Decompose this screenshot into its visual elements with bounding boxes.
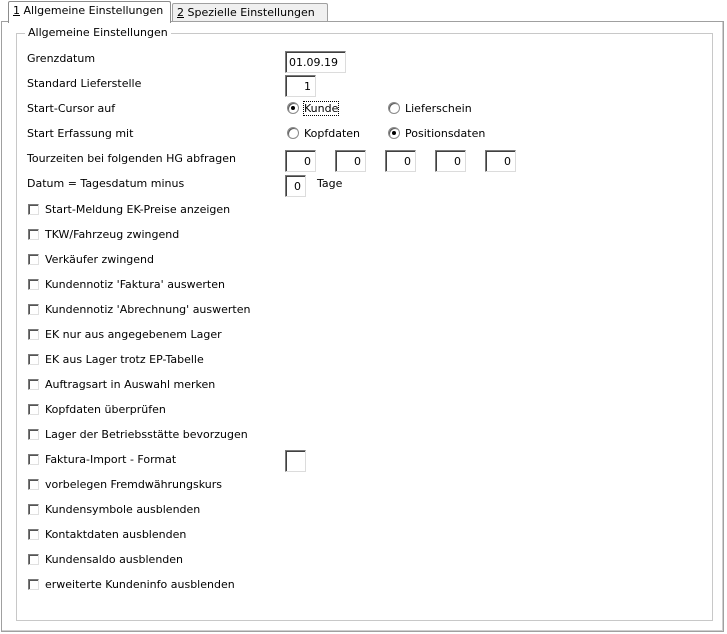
radio-positionsdaten[interactable] <box>388 127 400 139</box>
checkbox-label[interactable]: Faktura-Import - Format <box>45 453 177 466</box>
tourzeit-field-5[interactable]: 0 <box>485 150 516 172</box>
tab-label: Allgemeine Einstellungen <box>20 4 164 17</box>
tourzeiten-label: Tourzeiten bei folgenden HG abfragen <box>27 152 236 165</box>
tourzeit-field-1[interactable]: 0 <box>285 150 316 172</box>
group-title: Allgemeine Einstellungen <box>25 26 171 39</box>
checkbox-ek-ep-tabelle[interactable] <box>28 354 39 365</box>
radio-lieferschein-label[interactable]: Lieferschein <box>405 102 472 115</box>
checkbox-label[interactable]: Kundensymbole ausblenden <box>45 503 201 516</box>
faktura-format-field[interactable] <box>285 450 306 472</box>
tab-spezielle-einstellungen[interactable] <box>172 3 328 21</box>
tourzeit-field-3[interactable]: 0 <box>385 150 416 172</box>
checkbox-kundeninfo[interactable] <box>28 579 39 590</box>
tab-accel: 1 <box>13 4 20 17</box>
checkbox-auftragsart[interactable] <box>28 379 39 390</box>
checkbox-tkw-fahrzeug[interactable] <box>28 229 39 240</box>
start-cursor-label: Start-Cursor auf <box>27 102 116 115</box>
tagesdatum-label: Datum = Tagesdatum minus <box>27 177 185 190</box>
lieferstelle-field[interactable]: 1 <box>285 75 316 97</box>
lieferstelle-label: Standard Lieferstelle <box>27 77 142 90</box>
checkbox-verkaeufer[interactable] <box>28 254 39 265</box>
checkbox-label[interactable]: TKW/Fahrzeug zwingend <box>45 228 180 241</box>
tourzeit-field-2[interactable]: 0 <box>335 150 366 172</box>
radio-kunde-label[interactable]: Kunde <box>304 102 339 115</box>
checkbox-label[interactable]: Kopfdaten überprüfen <box>45 403 166 416</box>
checkbox-kundennotiz-faktura[interactable] <box>28 279 39 290</box>
checkbox-label[interactable]: EK nur aus angegebenem Lager <box>45 328 222 341</box>
tab-strip <box>0 0 727 22</box>
checkbox-label[interactable]: Lager der Betriebsstätte bevorzugen <box>45 428 248 441</box>
tab-allgemeine-einstellungen[interactable] <box>8 1 171 23</box>
radio-positionsdaten-label[interactable]: Positionsdaten <box>405 127 486 140</box>
radio-kopfdaten-label[interactable]: Kopfdaten <box>304 127 361 140</box>
checkbox-kontaktdaten[interactable] <box>28 529 39 540</box>
start-erfassung-label: Start Erfassung mit <box>27 127 134 140</box>
radio-kopfdaten[interactable] <box>287 127 299 139</box>
checkbox-ek-lager[interactable] <box>28 329 39 340</box>
grenzdatum-label: Grenzdatum <box>27 52 96 65</box>
tab-accel: 2 <box>177 6 184 19</box>
checkbox-label[interactable]: Kundensaldo ausblenden <box>45 553 184 566</box>
checkbox-label[interactable]: Kundennotiz 'Abrechnung' auswerten <box>45 303 251 316</box>
radio-kunde[interactable] <box>287 102 299 114</box>
checkbox-start-meldung[interactable] <box>28 204 39 215</box>
checkbox-label[interactable]: vorbelegen Fremdwährungskurs <box>45 478 222 491</box>
grenzdatum-field[interactable]: 01.09.19 <box>285 51 346 73</box>
checkbox-faktura-import[interactable] <box>28 454 39 465</box>
checkbox-label[interactable]: Kontaktdaten ausblenden <box>45 528 187 541</box>
tourzeit-field-4[interactable]: 0 <box>435 150 466 172</box>
tagesdatum-unit: Tage <box>317 177 343 190</box>
checkbox-lager-betriebsstaette[interactable] <box>28 429 39 440</box>
checkbox-label[interactable]: Kundennotiz 'Faktura' auswerten <box>45 278 225 291</box>
radio-lieferschein[interactable] <box>388 102 400 114</box>
checkbox-label[interactable]: Auftragsart in Auswahl merken <box>45 378 216 391</box>
checkbox-kundensaldo[interactable] <box>28 554 39 565</box>
tab-label: Spezielle Einstellungen <box>184 6 315 19</box>
checkbox-label[interactable]: erweiterte Kundeninfo ausblenden <box>45 578 235 591</box>
checkbox-kundensymbole[interactable] <box>28 504 39 515</box>
tagesdatum-field[interactable]: 0 <box>285 175 306 197</box>
checkbox-label[interactable]: Start-Meldung EK-Preise anzeigen <box>45 203 231 216</box>
checkbox-label[interactable]: Verkäufer zwingend <box>45 253 155 266</box>
checkbox-fremdwaehrungskurs[interactable] <box>28 479 39 490</box>
checkbox-kopfdaten-pruefen[interactable] <box>28 404 39 415</box>
checkbox-label[interactable]: EK aus Lager trotz EP-Tabelle <box>45 353 204 366</box>
checkbox-kundennotiz-abrechnung[interactable] <box>28 304 39 315</box>
